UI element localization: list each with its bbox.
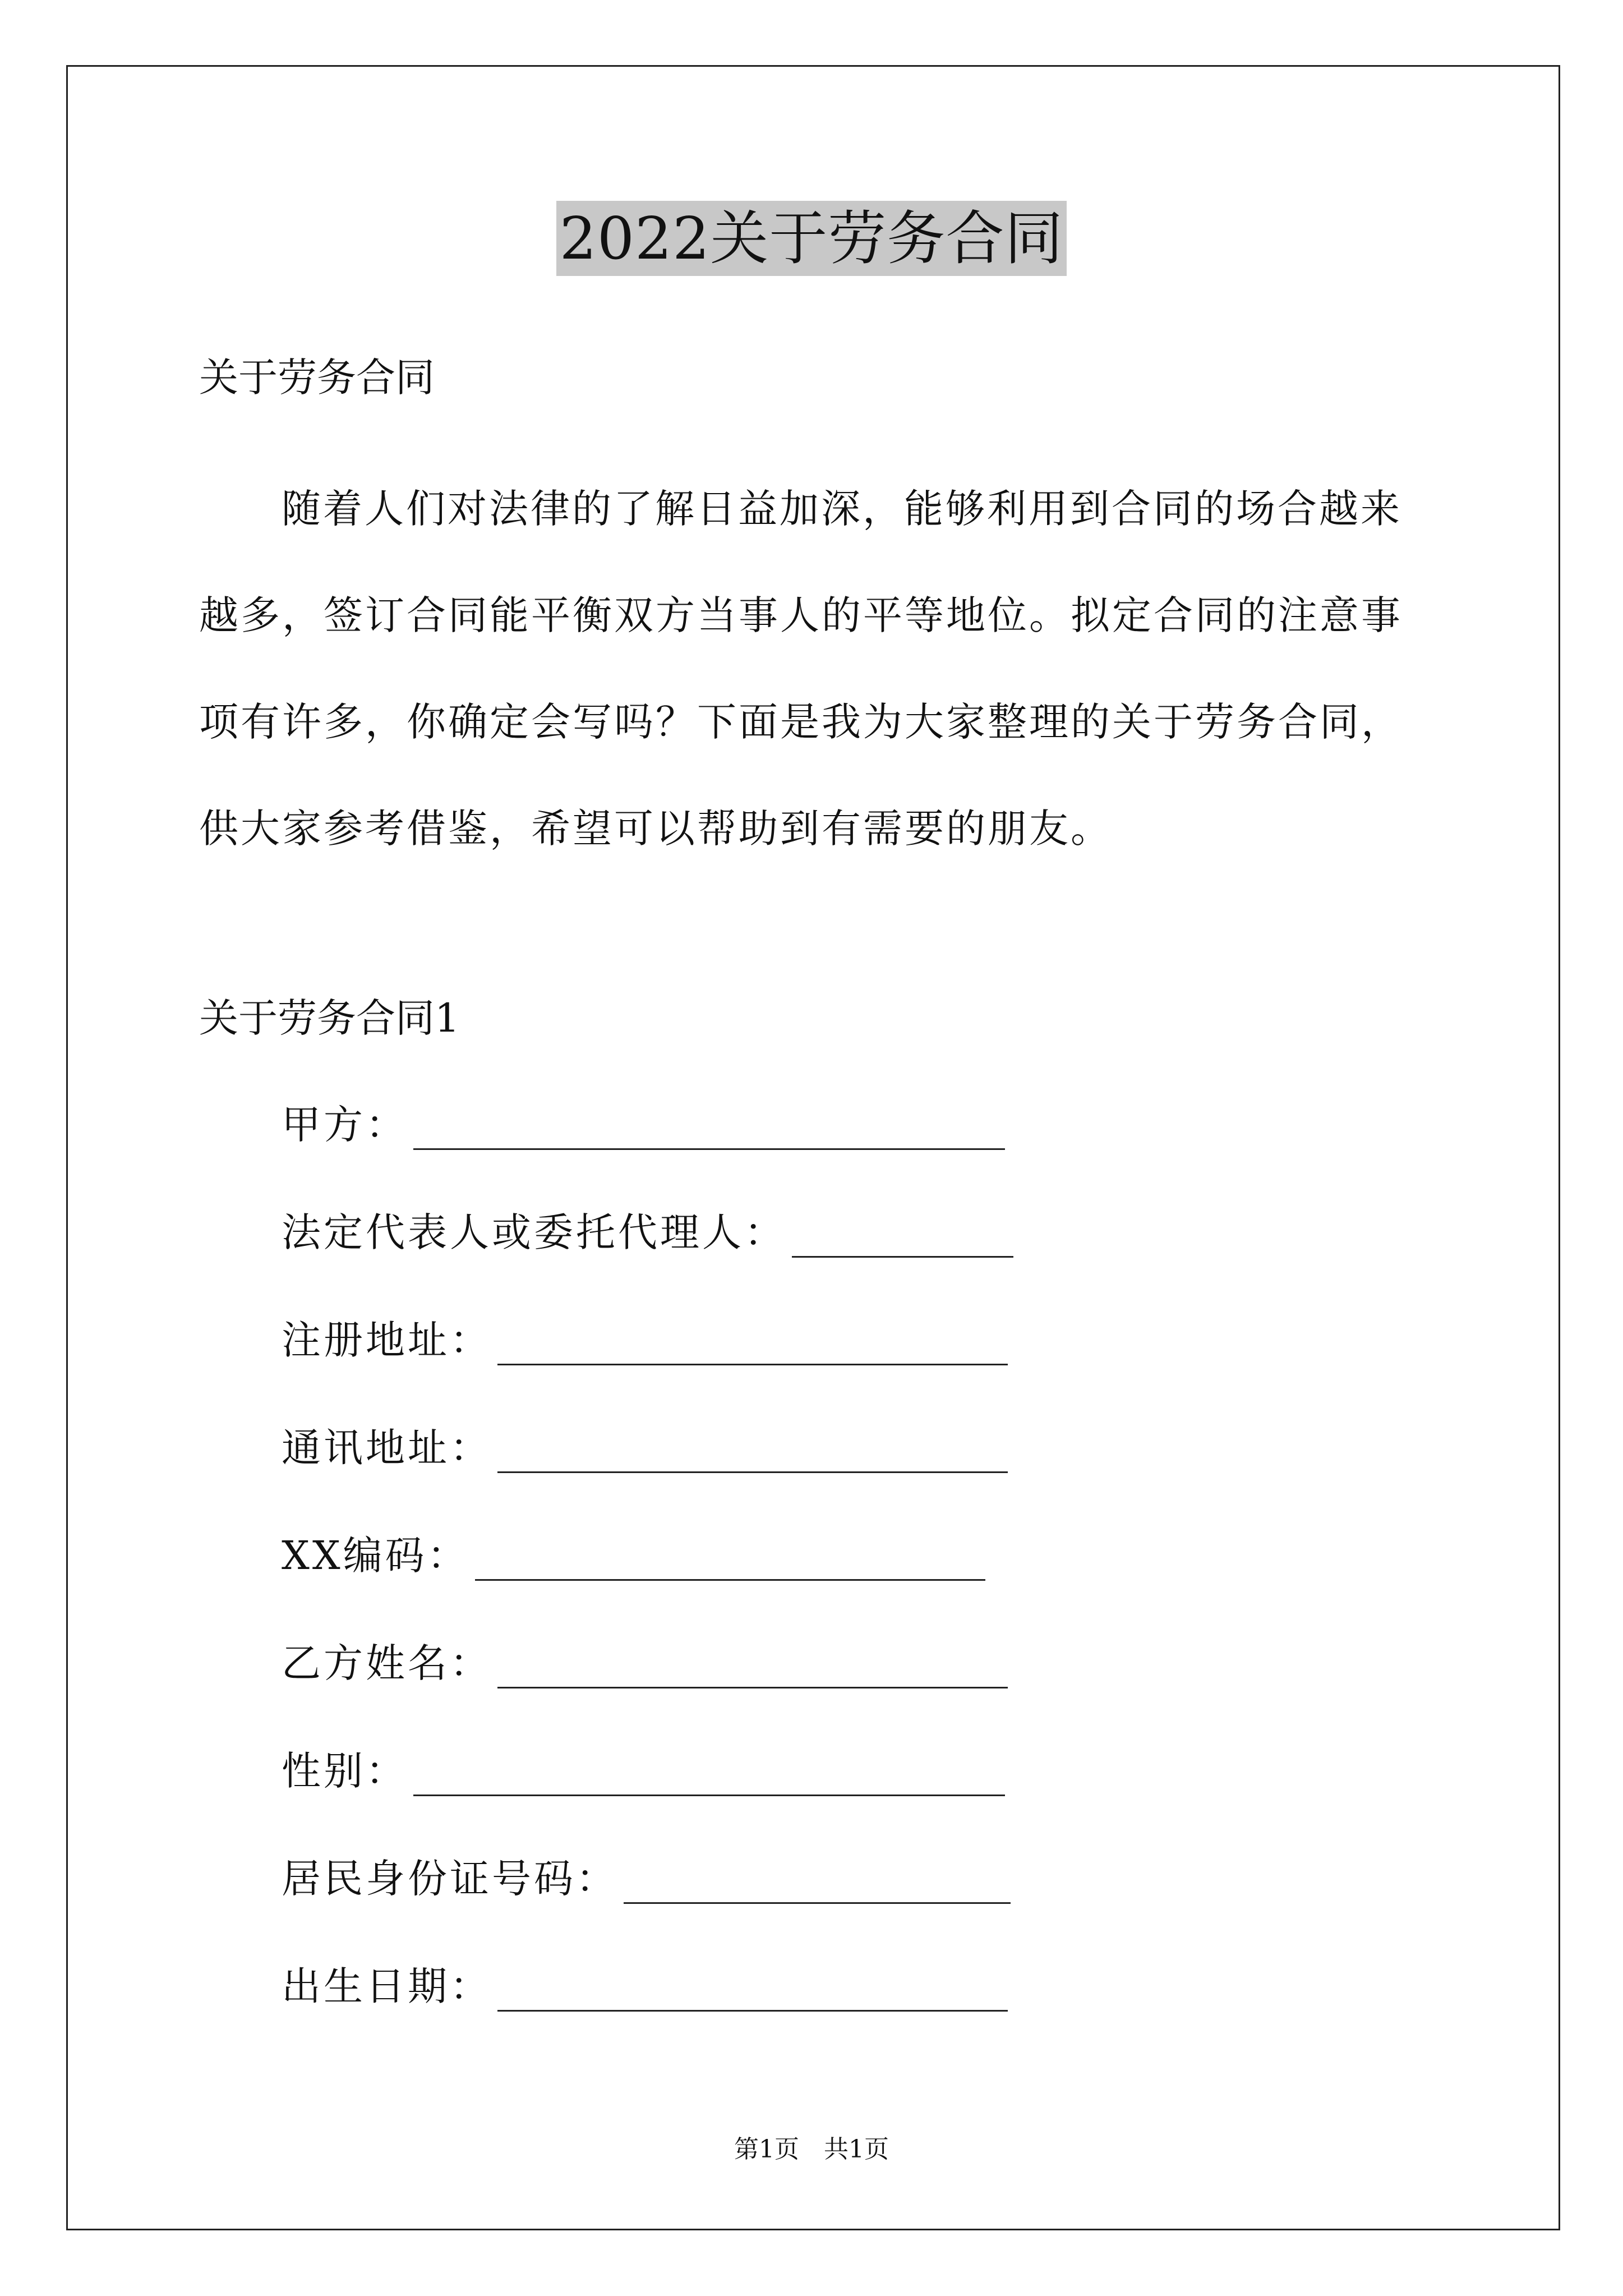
field-birth-date — [282, 1961, 1008, 2012]
section-heading: 关于劳务合同1 — [199, 995, 460, 1041]
field-party-a — [282, 1099, 1005, 1150]
field-postal-code — [282, 1530, 985, 1581]
document-subtitle: 关于劳务合同 — [199, 355, 435, 401]
registered-address-blank[interactable] — [497, 1327, 1008, 1365]
postal-code-blank[interactable] — [475, 1542, 985, 1581]
field-label: 出生日期： — [282, 1963, 492, 2009]
title-container — [0, 201, 1623, 276]
field-label: XX编码： — [282, 1533, 469, 1579]
legal-representative-blank[interactable] — [792, 1219, 1013, 1258]
id-number-blank[interactable] — [624, 1865, 1011, 1904]
page-footer: 第1页 共1页 — [734, 2135, 889, 2164]
party-b-name-blank[interactable] — [497, 1650, 1008, 1688]
gender-blank[interactable] — [413, 1757, 1005, 1796]
field-legal-representative — [282, 1207, 1013, 1258]
field-mailing-address — [282, 1423, 1008, 1473]
field-party-b-name — [282, 1638, 1008, 1688]
field-id-number — [282, 1853, 1011, 1904]
document-title: 2022关于劳务合同 — [556, 201, 1067, 276]
field-registered-address — [282, 1315, 1008, 1365]
field-label: 甲方： — [282, 1102, 408, 1148]
field-label: 乙方姓名： — [282, 1640, 492, 1686]
field-label: 注册地址： — [282, 1317, 492, 1363]
birth-date-blank[interactable] — [497, 1973, 1008, 2012]
field-label: 通讯地址： — [282, 1425, 492, 1471]
field-label: 法定代表人或委托代理人： — [282, 1209, 786, 1255]
field-label: 居民身份证号码： — [282, 1856, 618, 1902]
field-label: 性别： — [282, 1748, 408, 1794]
intro-paragraph: 随着人们对法律的了解日益加深，能够利用到合同的场合越来越多，签订合同能平衡双方当事人的平等地位。拟定合同的注意事项有许多，你确定会写吗？下面是我为大家整理的关于劳务合同，供大家参考借鉴，希望可以帮助到有需要的朋友。 — [199, 486, 1403, 852]
field-gender — [282, 1746, 1005, 1796]
mailing-address-blank[interactable] — [497, 1434, 1008, 1473]
party-a-blank[interactable] — [413, 1111, 1005, 1150]
